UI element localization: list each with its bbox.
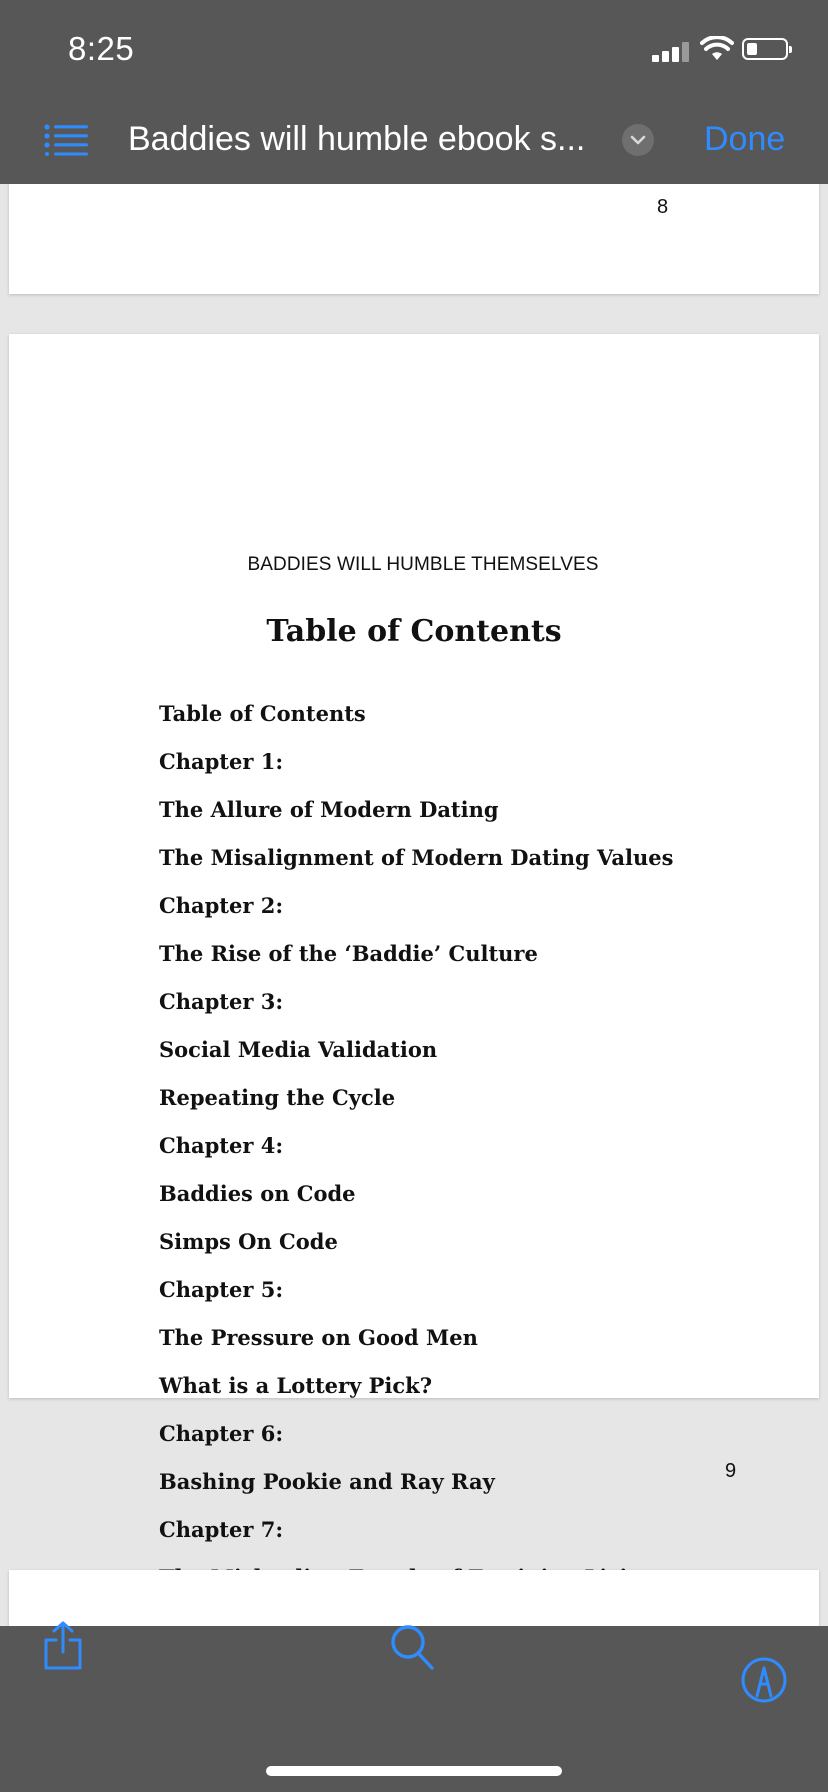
chevron-down-icon xyxy=(622,124,654,156)
running-header xyxy=(9,554,819,576)
status-bar xyxy=(0,0,828,92)
pdf-viewer[interactable] xyxy=(0,184,828,1626)
toc-entry[interactable]: Chapter 5: xyxy=(159,1277,284,1302)
page-number: 9 xyxy=(725,1460,737,1482)
toc-entry[interactable]: The Pressure on Good Men xyxy=(159,1325,478,1350)
list-icon[interactable] xyxy=(44,124,88,156)
toc-entry[interactable]: Repeating the Cycle xyxy=(159,1085,396,1110)
search-icon[interactable] xyxy=(390,1624,436,1672)
toc-heading xyxy=(9,614,819,649)
previous-page xyxy=(9,184,819,294)
done-button[interactable]: Done xyxy=(704,120,786,158)
toc-entry[interactable]: Chapter 2: xyxy=(159,893,284,918)
running-header-text: BADDIES WILL HUMBLE THEMSELVES xyxy=(247,554,599,575)
toc-list xyxy=(159,698,673,1610)
document-title[interactable]: Baddies will humble ebook s... xyxy=(128,120,586,158)
toc-entry[interactable]: Chapter 3: xyxy=(159,989,284,1014)
toc-entry[interactable]: The Rise of the ‘Baddie’ Culture xyxy=(159,941,538,966)
battery-icon xyxy=(742,38,788,60)
cellular-signal-icon xyxy=(652,40,690,62)
next-page xyxy=(9,1570,819,1626)
share-icon[interactable] xyxy=(40,1620,86,1672)
title-menu-button[interactable] xyxy=(622,124,654,156)
wifi-icon xyxy=(700,36,734,62)
toc-entry[interactable]: Chapter 1: xyxy=(159,749,284,774)
toc-entry[interactable]: Table of Contents xyxy=(159,701,366,726)
toc-heading-text: Table of Contents xyxy=(266,614,562,649)
current-page xyxy=(9,334,819,1542)
status-time: 8:25 xyxy=(68,30,135,67)
toc-entry[interactable]: Chapter 7: xyxy=(159,1517,284,1542)
home-indicator[interactable] xyxy=(266,1766,562,1776)
toc-entry[interactable]: Chapter 4: xyxy=(159,1133,284,1158)
toc-entry[interactable]: Bashing Pookie and Ray Ray xyxy=(159,1469,495,1494)
toc-entry[interactable]: Baddies on Code xyxy=(159,1181,356,1206)
toc-entry[interactable]: The Misalignment of Modern Dating Values xyxy=(159,845,674,870)
toc-entry[interactable]: The Allure of Modern Dating xyxy=(159,797,499,822)
toc-entry[interactable]: Social Media Validation xyxy=(159,1037,438,1062)
page-number: 8 xyxy=(657,196,669,218)
markup-icon[interactable] xyxy=(740,1656,788,1704)
toc-entry[interactable]: What is a Lottery Pick? xyxy=(159,1373,433,1398)
toc-entry[interactable]: Chapter 6: xyxy=(159,1421,284,1446)
toc-entry[interactable]: Simps On Code xyxy=(159,1229,338,1254)
